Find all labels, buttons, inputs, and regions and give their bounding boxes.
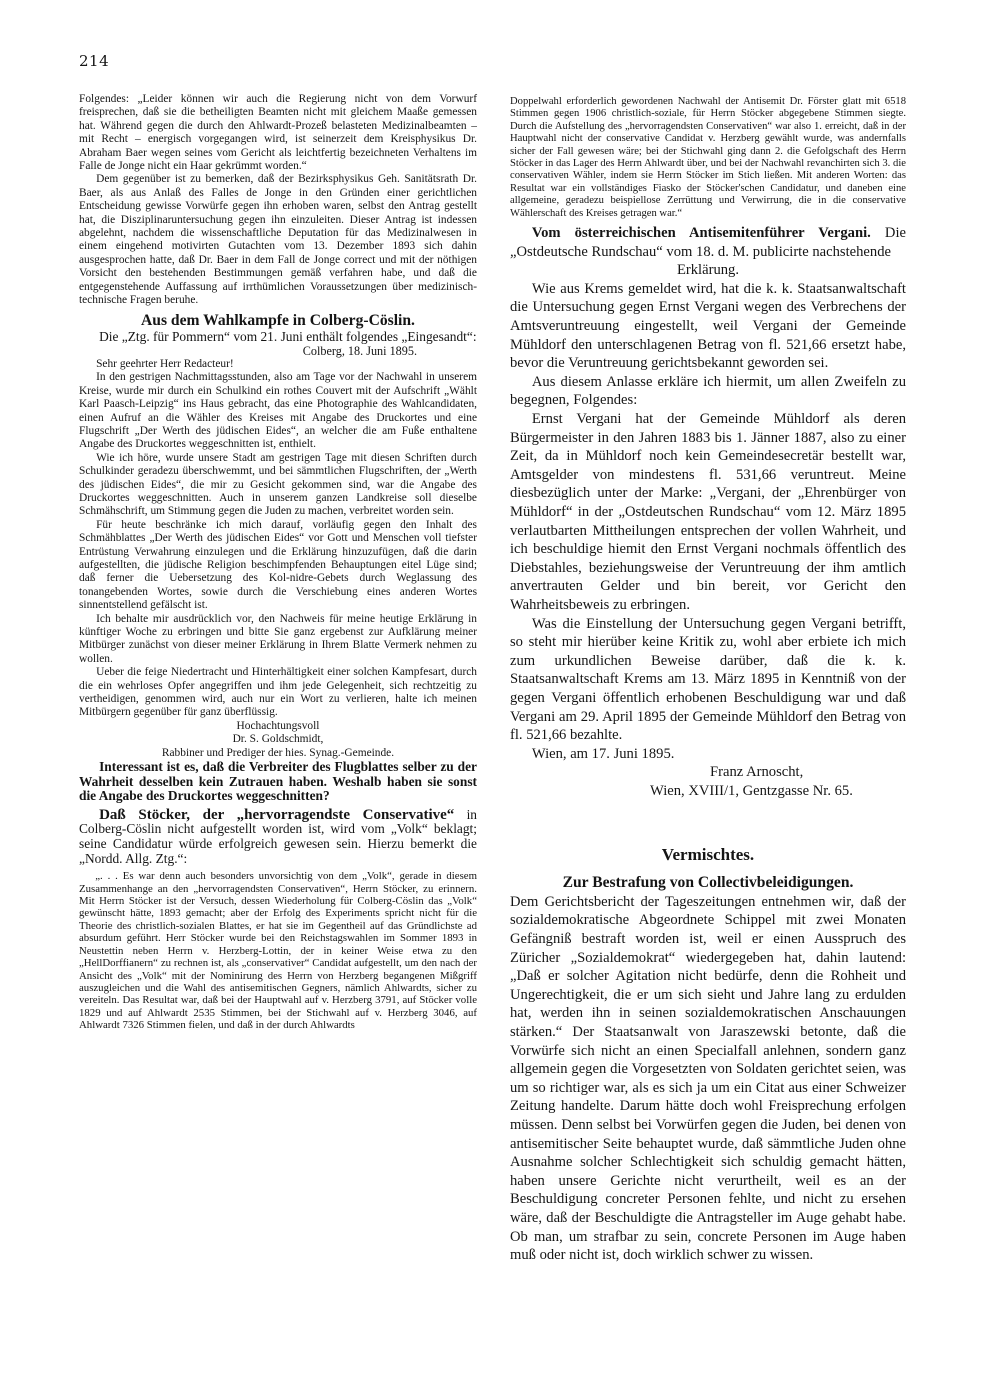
right-column — [510, 96, 906, 1265]
section-heading: Vom österreichischen Antisemitenführer Vergani. — [531, 225, 871, 242]
paragraph — [79, 808, 477, 866]
section-heading: Aus dem Wahlkampfe in Colberg-Cöslin. — [141, 311, 415, 329]
signature-address: Wien, XVIII/1, Gentzgasse Nr. 65. — [650, 782, 853, 799]
salutation: Sehr geehrter Herr Redacteur! — [96, 357, 234, 370]
paragraph: Für heute beschränke ich mich darauf, vorläufig gegen den Inhalt des Schmähblattes „Der Werth des jüdischen Eides“ vor Gott und Menschen voll tiefster Entrüstung Verwahrung einzulegen und die Erklärung hinzuzufügen, daß die darin aufgestellten, die jüdische Religion beschimpfenden Behauptungen eitel Lüge sind; daß ferner die Uebersetzung des Kol-nidre-Gebets durch Weglassung des tonangebenden Wortes, sowie durch die Verschiebung eines anderen Wortes sinnentstellend gefälscht ist. — [79, 518, 477, 612]
page-number: 214 — [79, 52, 110, 70]
paragraph: Ernst Vergani hat der Gemeinde Mühldorf als deren Bürgermeister in den Jahren 1883 bis 1. Jänner 1887, also zu einer Zeit, da in Mühldorf noch kein Gemeindesecretär bestellt war, Amtsgelder von mindestens fl. 531,66 veruntreut. Meine diesbezüglich unter der Marke: „Vergani, der „Ehrenbürger von Mühldorf“ in der „Ostdeutschen Rundschau“ vom 12. März 1895 verlautbarten Mittheilungen entsprechen der vollen Wahrheit, und ich beschuldige hiemit den Ernst Vergani nochmals öffentlich des Diebstahles, beziehungsweise der Veruntreuung der ihm amtlich anvertrauten Gelder und bin bereit, vor Gericht den Wahrheitsbeweis zu erbringen. — [510, 411, 906, 613]
dateline: Colberg, 18. Juni 1895. — [302, 343, 417, 358]
paragraph: Die „Ztg. für Pommern“ vom 21. Juni enthält folgendes „Eingesandt“: — [99, 328, 477, 344]
paragraph: Dem gegenüber ist zu bemerken, daß der Bezirksphysikus Geh. Sanitätsrath Dr. Baer, als aus Anlaß des Falles de Jonge in den Gründen einer gerichtlichen Entscheidung gewisse Vorwürfe gegen ihn erhoben waren, selbst den Antrag gestellt hat, die Disziplinaruntersuchung gegen ihn einzuleiten. Dieser Antrag ist indessen abgelehnt, nachdem die wissenschaftliche Deputation für das Medizinalwesen in einem eingehend motivirten Gutachten vom 13. Dezember 1893 sich dahin ausgesprochen hatte, daß Dr. Baer in dem Fall de Jonge correct und mit der nöthigen Vorsicht den bestehenden Bestimmungen gemäß verfahren habe, und daß die entgegenstehende Auffassung auf irrthümlichen Voraussetzungen über medizinisch-technische Fragen beruhe. — [79, 173, 477, 307]
paragraph-text: Die „Ostdeutsche Rundschau“ vom 18. d. M. publicirte nachstehende — [510, 225, 906, 260]
signature-title: Rabbiner und Prediger der hies. Synag.-Gemeinde. — [161, 746, 395, 759]
paragraph: Wie aus Krems gemeldet wird, hat die k. k. Staatsanwaltschaft die Untersuchung gegen Ernst Vergani wegen des Verbrechens der Amtsveruntreuung eingestellt, weil Vergani der Gemeinde Mühldorf den unterschlagenen Betrag von fl. 521,66 ersetzt habe, bevor die Veruntreuung gerichtsbekannt geworden sei. — [510, 280, 906, 372]
paragraph: Dem Gerichtsbericht der Tageszeitungen entnehmen wir, daß der sozialdemokratische Abgeordnete Schippel mit zwei Monaten Gefängniß bestraft worden ist, weil er einen Ausspruch des Züricher „Sozialdemokrat“ wiedergegeben hat, dahin lautend: „Daß er solcher Agitation nicht bedürfe, denn die Rohheit und Ungerechtigkeit, die er um sich sieht und Jahre lang zu erdulden hat, werden ihn in seinen sozialdemokratischen Anschauungen stärken.“ Der Staatsanwalt von Jaraszewski betonte, daß die Vorwürfe sich nicht an einen Specialfall anlehnen, sondern ganz allgemein gegen die Vorgesetzten von Soldaten gerichtet seien, was um so richtiger war, als es sich ja um ein Citat aus einer Schweizer Zeitung handelte. Darum hätte doch wohl Freisprechung erfolgen müssen. Denn selbst bei Vorwürfen gegen die Juden, bei denen von antisemitischer Seite behauptet wurde, daß sämmtliche Juden ohne Ausnahme solcher Schlechtigkeit sich schuldig gemacht hätten, haben unsere Gerichte nicht verurtheilt, weil es an der Beschuldigung concreter Personen fehlte, und nicht zu ersehen wäre, daß der Beschuldigte die Antragsteller im Auge gehabt habe. Ob man, um strafbar zu sein, concrete Personen im Auge haben muß oder nicht ist, doch wirklich schwer zu wissen. — [510, 893, 906, 1264]
signature: Dr. S. Goldschmidt, — [232, 733, 324, 746]
paragraph: Wie ich höre, wurde unsere Stadt am gestrigen Tage mit diesen Schriften durch Schulkinder geradezu überschwemmt, und bei sämmtlichen Flugschriften, der „Werth des jüdischen Eides“, die mir zu Gesicht gekommen sind, war die Angabe des Druckortes weggeschnitten. Auch in unserem ganzen Landkreise soll dieselbe Schmähschrift, um Stimmung gegen die Juden zu machen, verbreitet worden sein. — [79, 451, 477, 518]
lead-heading: Daß Stöcker, der „hervorragendste Conservative“ — [99, 806, 455, 823]
paragraph: In den gestrigen Nachmittagsstunden, also am Tage vor der Nachwahl in unserem Kreise, wurde mir durch ein Schulkind ein rothes Couvert mit der Aufschrift „Wählt Karl Paasch-Leipzig“ ins Haus gebracht, das eine Photographie des Wahlcandidaten, einen Aufruf an die Wähler des Kreises mit Angabe des Druckortes und eine Flugschrift „Der Werth des jüdischen Eides“, an welcher die am Fuße enthaltene Angabe des Druckortes weggeschnitten ist, enthielt. — [79, 371, 477, 451]
section-heading: Vermischtes. — [661, 845, 755, 865]
paragraph — [510, 224, 906, 261]
paragraph: Interessant ist es, daß die Verbreiter des Flugblattes selber zu der Wahrheit desselben kein Zutrauen haben. Weshalb haben sie sonst die Angabe des Druckortes weggeschnitten? — [79, 759, 477, 804]
declaration-heading: Erklärung. — [676, 262, 739, 279]
paragraph: Ueber die feige Niedertracht und Hinterhältigkeit einer solchen Kampfesart, durch die ein wehrloses Opfer angegriffen und ihm jede Gelegenheit, sich rechtzeitig zu vertheidigen, genommen wird, auch nur ein Wort zu verlieren, halte ich meinen Mitbürgern gegenüber für ganz überflüssig. — [79, 666, 477, 719]
date-line: Wien, am 17. Juni 1895. — [531, 745, 675, 762]
closing: Hochachtungsvoll — [236, 719, 320, 732]
paragraph: Folgendes: „Leider können wir auch die Regierung nicht von dem Vorwurf freisprechen, daß sie die betheiligten Beamten nicht mit gleichem Maaße gemessen hat. Während gegen die durch den Ahlwardt-Prozeß belasteten Medizinalbeamten – mit Recht – energisch vorgegangen wird, ist seinerzeit dem Kreisphysikus Dr. Abraham Baer wegen seines vom Gericht als leichtfertig bezeichneten Verhaltens im Falle de Jonge nicht ein Haar gekrümmt worden.“ — [79, 93, 477, 173]
article-heading: Zur Bestrafung von Collectivbeleidigungen. — [562, 874, 854, 892]
signature: Franz Arnoscht, — [710, 764, 804, 781]
paragraph: Was die Einstellung der Untersuchung gegen Vergani betrifft, so steht mir hierüber keine Kritik zu, wohl aber erbiete ich mich zum urkundlichen Beweise darüber, daß die k. k. Staatsanwaltschaft Krems am 13. März 1895 in Kenntniß von der gegen Vergani öffentlich erhobenen Beschuldigung war und daß Vergani am 29. April 1895 der Gemeinde Mühldorf den Betrag von fl. 521,66 bezahlte. — [510, 615, 906, 744]
paragraph: Aus diesem Anlasse erkläre ich hiermit, um allen Zweifeln zu begegnen, Folgendes: — [510, 373, 906, 409]
paragraph-text: in Colberg-Cöslin nicht aufgestellt worden ist, wird vom „Volk“ beklagt; seine Candidatur würde erfolgreich gewesen sein. Hierzu bemerkt die „Nordd. Allg. Ztg.“: — [79, 806, 477, 866]
quoted-paragraph: „. . . Es war denn auch besonders unvorsichtig von dem „Volk“, gerade in diesem Zusammenhange an den „hervorragendsten Conservativen“, Herrn Stöcker, zu erinnern. Mit Herrn Stöcker ist der Versuch, dessen Wiederholung für Colberg-Cöslin das „Volk“ gewünscht hätte, 1893 gemacht; aber der Erfolg des Experiments spricht nicht für die Theorie des christlich-sozialen Blattes, er hat sie im Gegentheil auf das Gründlichste ad absurdum geführt. Herr Stöcker wurde bei den Reichstagswahlen im Sommer 1893 in Neustettin neben Herrn v. Herzberg-Lottin, der in keiner Weise etwa zu den „HellDorffianern“ zu rechnen ist, als „conservativer“ Candidat aufgestellt, um den nach der Ansicht des „Volk“ mit der Nominirung des Herrn von Herzberg begangenen Mißgriff auszugleichen und die Wahl des antisemitischen Gegners, nämlich Ahlwardts, sicher zu vereiteln. Das Resultat war, daß bei der Hauptwahl auf v. Herzberg 3791, auf Stöcker volle 1829 und auf Ahlwardt 2535 Stimmen, bei der Stichwahl auf v. Herzberg 3046, auf Ahlwardt 7326 Stimmen fielen, und daß in der durch Ahlwardts — [79, 870, 477, 1032]
paragraph: Ich behalte mir ausdrücklich vor, den Nachweis für meine heutige Erklärung in künftiger Woche zu erbringen und bitte Sie ganz ergebenst zur Aufklärung meiner Mitbürger zunächst von dieser meiner Erklärung in Ihrem Blatte Vermerk nehmen zu wollen. — [79, 612, 477, 665]
left-column — [79, 93, 477, 1032]
paragraph: Doppelwahl erforderlich gewordenen Nachwahl der Antisemit Dr. Förster glatt mit 6518 Stimmen gegen 1906 christlich-soziale, für Herrn Stöcker abgegebene Stimmen siegte. Durch die Aufstellung des „hervorragendsten Conservativen“ war also 1. erreicht, daß in der Hauptwahl nicht der conservative Candidat v. Herzberg gewählt wurde, was andernfalls sicher der Fall gewesen wäre; bei der Stichwahl ging dann 2. die Gefolgschaft des Herrn Stöcker in das Lager des Herrn Ahlwardt über, und bei der Nachwahl revanchirten sich 3. die conservativen Wähler, indem sie Herrn Stöcker im Stich ließen. Mit anderen Worten: das Resultat war ein vollständiges Fiasko der Stöcker'schen Candidatur, und daneben eine allgemeine, geradezu beispiellose Zerrüttung und Verwirrung, die in die conservative Wählerschaft des Kreises getragen war.“ — [510, 96, 906, 219]
